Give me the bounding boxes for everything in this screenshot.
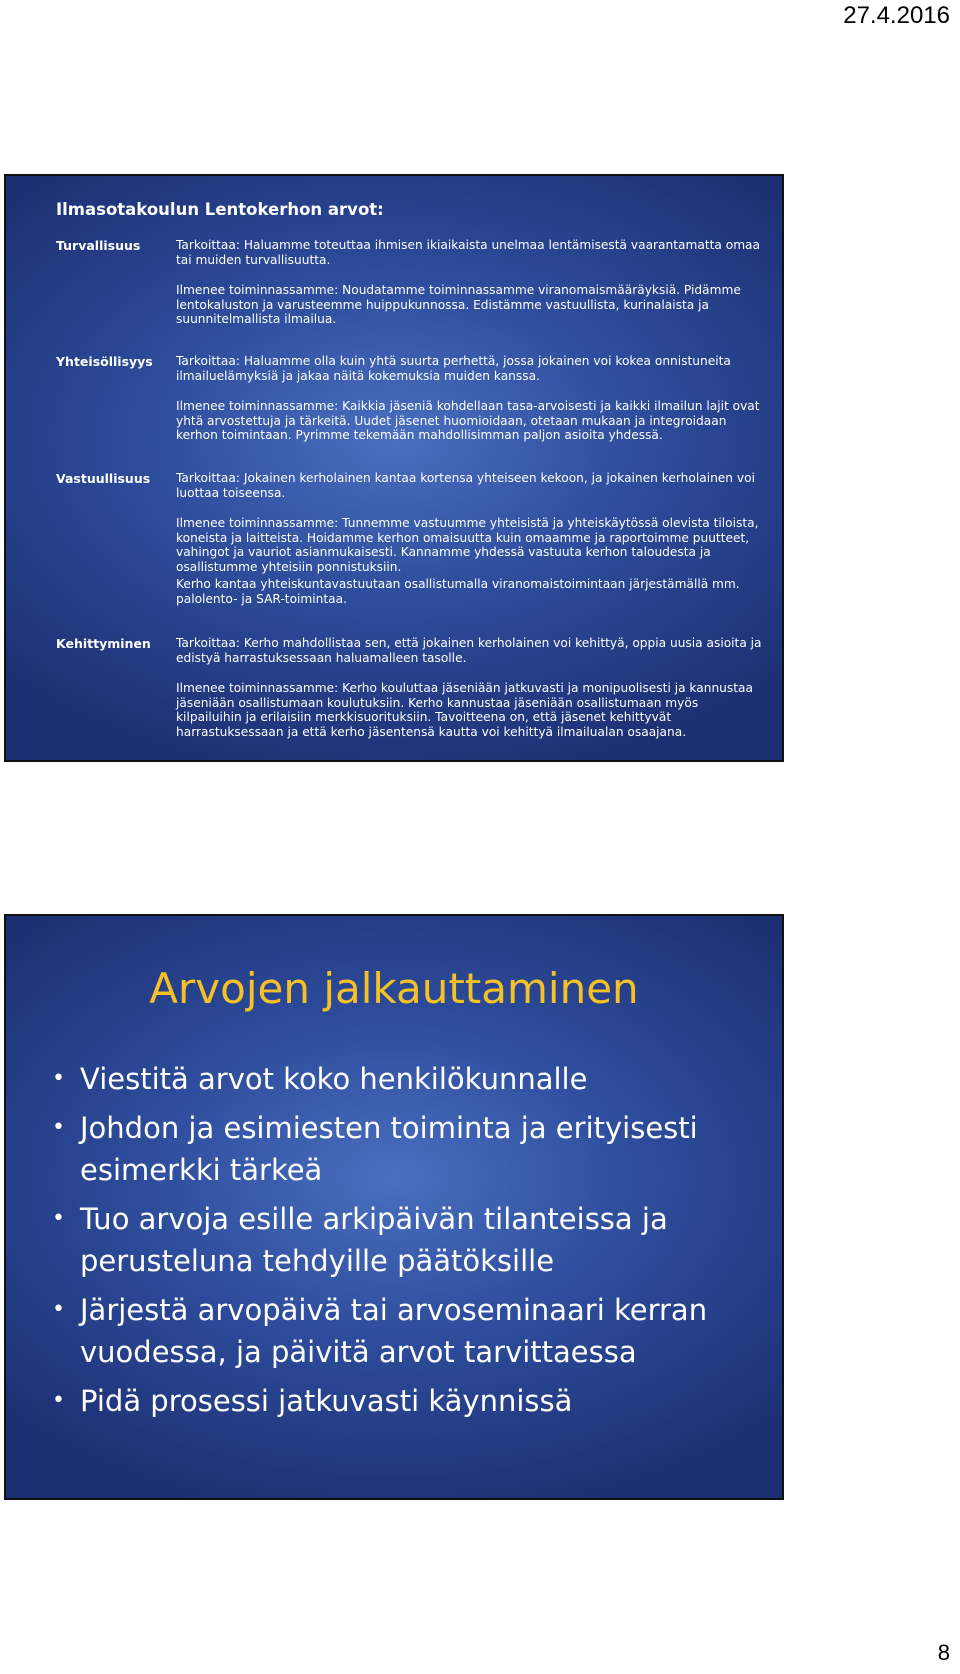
value-label: Turvallisuus xyxy=(56,238,141,253)
value-label: Kehittyminen xyxy=(56,636,151,651)
value-paragraph: Ilmenee toiminnassamme: Kaikkia jäseniä kohdellaan tasa-arvoisesti ja kaikki ilmailun lajit ovat yhtä arvostettuja ja tärkeitä. Uudet jäsenet huomioidaan, otetaan mukaan ja integroidaan kerhon toimintaan. Pyrimme tekemään mahdollisimman paljon asioita yhdessä. xyxy=(176,399,760,442)
list-item xyxy=(50,1058,752,1100)
bullet-text: Viestitä arvot koko henkilökunnalle xyxy=(80,1062,588,1096)
value-description xyxy=(176,354,762,459)
bullet-icon: • xyxy=(52,1297,65,1322)
bullet-icon: • xyxy=(52,1388,65,1413)
list-item xyxy=(50,1198,752,1282)
list-item xyxy=(50,1107,752,1191)
bullet-text: Järjestä arvopäivä tai arvoseminaari kerran vuodessa, ja päivitä arvot tarvittaessa xyxy=(80,1293,708,1369)
value-label: Yhteisöllisyys xyxy=(56,354,153,369)
value-paragraph: Tarkoittaa: Jokainen kerholainen kantaa kortensa yhteiseen kekoon, ja jokainen kerholainen voi luottaa toiseensa. xyxy=(176,471,755,500)
bullet-text: Johdon ja esimiesten toiminta ja erityisesti esimerkki tärkeä xyxy=(80,1111,698,1187)
slide-implementation-title: Arvojen jalkauttaminen xyxy=(149,964,639,1013)
value-paragraph: Kerho kantaa yhteiskuntavastuutaan osallistumalla viranomaistoimintaan järjestämällä mm. palolento- ja SAR-toimintaa. xyxy=(176,577,740,606)
value-label: Vastuullisuus xyxy=(56,471,151,486)
bullet-text: Tuo arvoja esille arkipäivän tilanteissa ja perusteluna tehdyille päätöksille xyxy=(80,1202,668,1278)
value-paragraph: Ilmenee toiminnassamme: Noudatamme toiminnassamme viranomaismääräyksiä. Pidämme lentokaluston ja varusteemme huippukunnossa. Edistämme vastuullista, kurinalaista ja suunnitelmallista ilmailua. xyxy=(176,283,741,326)
value-paragraph: Tarkoittaa: Haluamme olla kuin yhtä suurta perhettä, jossa jokainen voi kokea onnistuneita ilmailuelämyksiä ja jakaa näitä kokemuksia muiden kanssa. xyxy=(176,354,731,383)
value-paragraph: Ilmenee toiminnassamme: Tunnemme vastuumme yhteisistä ja yhteiskäytössä olevista tiloista, koneista ja laitteista. Hoidamme kerhon omaisuutta kuin omaamme ja raportoimme puutteet, vahingot ja vauriot asianmukaisesti. Kannamme yhdessä vastuuta kerhon taloudesta ja osallistumme yhteisiin ponnistuksiin. xyxy=(176,516,759,574)
bullet-icon: • xyxy=(52,1115,65,1140)
list-item xyxy=(50,1289,752,1373)
value-description xyxy=(176,471,762,622)
value-description xyxy=(176,636,762,755)
slide-implementation xyxy=(4,914,784,1500)
slide-values-title: Ilmasotakoulun Lentokerhon arvot: xyxy=(56,200,384,219)
bullet-list xyxy=(50,1058,752,1429)
bullet-icon: • xyxy=(52,1066,65,1091)
bullet-icon: • xyxy=(52,1206,65,1231)
bullet-text: Pidä prosessi jatkuvasti käynnissä xyxy=(80,1384,573,1418)
page-number: 8 xyxy=(937,1640,950,1665)
list-item xyxy=(50,1380,752,1422)
page-date: 27.4.2016 xyxy=(843,2,950,29)
value-description xyxy=(176,238,762,343)
value-paragraph: Tarkoittaa: Kerho mahdollistaa sen, että jokainen kerholainen voi kehittyä, oppia uusia asioita ja edistyä harrastuksessaan haluamalleen tasolle. xyxy=(176,636,762,665)
value-paragraph: Tarkoittaa: Haluamme toteuttaa ihmisen ikiaikaista unelmaa lentämisestä vaarantamatta omaa tai muiden turvallisuutta. xyxy=(176,238,760,267)
slide-values xyxy=(4,174,784,762)
value-paragraph: Ilmenee toiminnassamme: Kerho kouluttaa jäseniään jatkuvasti ja monipuolisesti ja kannustaa jäseniään osallistumaan koulutuksiin. Kerho kannustaa jäseniään osallistumaan myös kilpailuihin ja erilaisiin merkkisuorituksiin. Tavoitteena on, että jäsenet kehittyvät harrastuksessaan ja että kerho jäsentensä kautta voi kehittyä ilmailualan osaajana. xyxy=(176,681,753,739)
